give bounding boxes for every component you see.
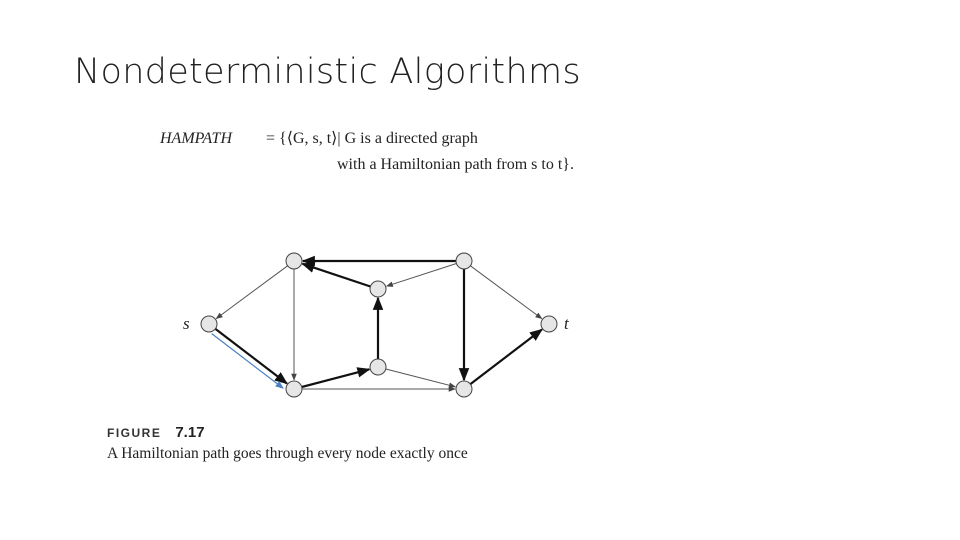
figure-heading — [107, 424, 468, 442]
node-tr — [456, 253, 472, 269]
node-md — [370, 359, 386, 375]
edge-md-br — [386, 369, 456, 387]
edge-tl-s — [216, 266, 287, 319]
node-t — [541, 316, 557, 332]
hamiltonian-path-graph — [176, 246, 596, 406]
node-br — [456, 381, 472, 397]
edge-br-t-path — [470, 330, 542, 385]
definition-line-2: with a Hamiltonian path from s to t}. — [337, 156, 574, 173]
node-bl — [286, 381, 302, 397]
annotation-arrow — [212, 334, 284, 389]
figure-caption — [107, 424, 468, 463]
node-s — [201, 316, 217, 332]
figure-word: FIGURE — [107, 426, 162, 440]
edge-mu-tl-path — [303, 264, 371, 287]
definition-line-1 — [160, 128, 478, 148]
node-mu — [370, 281, 386, 297]
figure-number: 7.17 — [175, 424, 205, 441]
node-label-t: t — [564, 314, 569, 333]
edge-tr-t — [470, 266, 541, 319]
edge-s-bl-path — [215, 329, 287, 384]
edge-bl-md-path — [302, 369, 370, 387]
definition-rhs: = {⟨G, s, t⟩| G is a directed graph — [266, 130, 478, 147]
node-tl — [286, 253, 302, 269]
definition-lhs: HAMPATH — [160, 130, 232, 147]
slide-title: Nondeterministic Algorithms — [74, 52, 581, 92]
edge-tr-mu — [387, 264, 457, 287]
figure-text: A Hamiltonian path goes through every node exactly once — [107, 445, 468, 462]
node-label-s: s — [183, 314, 190, 333]
graph-nodes — [183, 253, 570, 397]
